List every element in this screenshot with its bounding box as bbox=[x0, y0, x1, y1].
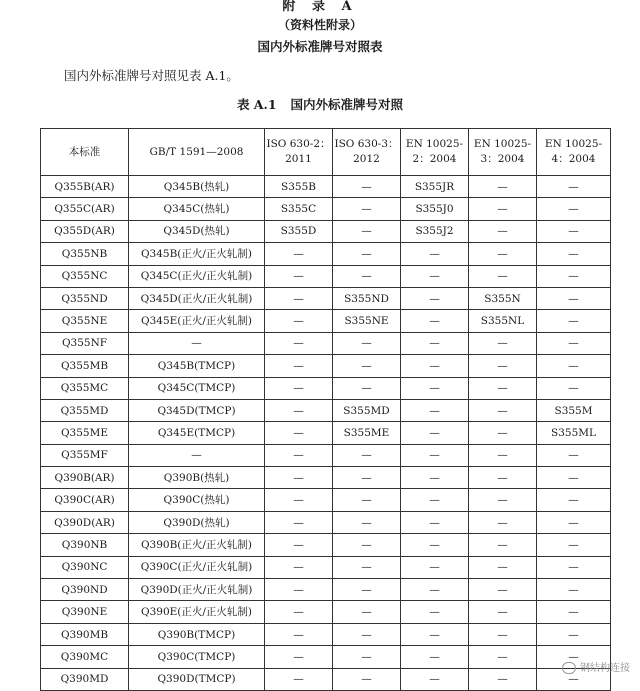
table-cell: — bbox=[537, 265, 611, 287]
table-cell: — bbox=[469, 198, 537, 220]
table-cell: — bbox=[401, 646, 469, 668]
table-cell: — bbox=[333, 467, 401, 489]
table-cell: Q355MC bbox=[41, 377, 129, 399]
table-cell: S355M bbox=[537, 399, 611, 421]
table-cell: Q390C(正火/正火轧制) bbox=[129, 556, 265, 578]
table-cell: — bbox=[265, 467, 333, 489]
table-caption-label: 表 A.1 bbox=[236, 97, 277, 112]
table-cell: — bbox=[537, 332, 611, 354]
table-cell: — bbox=[401, 287, 469, 309]
table-cell: — bbox=[537, 489, 611, 511]
table-cell: — bbox=[333, 176, 401, 198]
table-cell: — bbox=[333, 198, 401, 220]
table-cell: — bbox=[333, 579, 401, 601]
table-cell: — bbox=[265, 668, 333, 690]
table-cell: — bbox=[537, 198, 611, 220]
appendix-title: 附 录 A bbox=[282, 0, 358, 14]
table-row bbox=[41, 355, 611, 377]
table-cell: Q390E(正火/正火轧制) bbox=[129, 601, 265, 623]
table-cell: — bbox=[265, 310, 333, 332]
table-cell: Q390D(AR) bbox=[41, 511, 129, 533]
table-cell: Q345C(TMCP) bbox=[129, 377, 265, 399]
table-cell: — bbox=[333, 646, 401, 668]
table-cell: — bbox=[265, 444, 333, 466]
table-cell: — bbox=[333, 489, 401, 511]
table-cell: Q390C(AR) bbox=[41, 489, 129, 511]
table-cell: Q390D(TMCP) bbox=[129, 668, 265, 690]
table-cell: S355MD bbox=[333, 399, 401, 421]
appendix-subtitle: （资料性附录） bbox=[277, 18, 362, 32]
table-cell: — bbox=[333, 243, 401, 265]
table-cell: Q390MD bbox=[41, 668, 129, 690]
table-cell: — bbox=[333, 534, 401, 556]
appendix-heading: 国内外标准牌号对照表 bbox=[257, 39, 383, 54]
grade-comparison-table bbox=[40, 128, 611, 691]
table-cell: Q355MB bbox=[41, 355, 129, 377]
table-cell: — bbox=[265, 332, 333, 354]
table-cell: Q390D(正火/正火轧制) bbox=[129, 579, 265, 601]
table-cell: Q390B(TMCP) bbox=[129, 623, 265, 645]
table-cell: — bbox=[265, 623, 333, 645]
table-cell: Q345C(热轧) bbox=[129, 198, 265, 220]
table-cell: Q355MD bbox=[41, 399, 129, 421]
table-header-row bbox=[41, 129, 611, 176]
table-cell: — bbox=[129, 444, 265, 466]
table-cell: — bbox=[265, 579, 333, 601]
table-cell: Q345C(正火/正火轧制) bbox=[129, 265, 265, 287]
table-cell: — bbox=[537, 646, 611, 668]
table-cell: — bbox=[401, 377, 469, 399]
table-cell: — bbox=[265, 243, 333, 265]
table-cell: — bbox=[469, 579, 537, 601]
table-row bbox=[41, 556, 611, 578]
table-cell: — bbox=[333, 668, 401, 690]
table-cell: — bbox=[469, 220, 537, 242]
column-header: ISO 630-3：2012 bbox=[333, 129, 401, 176]
table-cell: — bbox=[333, 355, 401, 377]
table-cell: — bbox=[469, 265, 537, 287]
table-cell: — bbox=[401, 243, 469, 265]
table-cell: Q390C(TMCP) bbox=[129, 646, 265, 668]
table-row bbox=[41, 467, 611, 489]
table-cell: Q355NC bbox=[41, 265, 129, 287]
table-cell: — bbox=[401, 579, 469, 601]
table-cell: — bbox=[333, 332, 401, 354]
table-cell: Q355C(AR) bbox=[41, 198, 129, 220]
table-row bbox=[41, 332, 611, 354]
table-cell: — bbox=[333, 556, 401, 578]
column-header: GB/T 1591—2008 bbox=[129, 129, 265, 176]
table-row bbox=[41, 511, 611, 533]
table-cell: — bbox=[469, 623, 537, 645]
table-cell: S355NE bbox=[333, 310, 401, 332]
table-cell: — bbox=[401, 623, 469, 645]
table-row bbox=[41, 243, 611, 265]
table-row bbox=[41, 668, 611, 690]
table-cell: — bbox=[469, 332, 537, 354]
table-cell: Q355NB bbox=[41, 243, 129, 265]
table-row bbox=[41, 198, 611, 220]
table-cell: — bbox=[469, 243, 537, 265]
table-row bbox=[41, 601, 611, 623]
table-cell: Q390D(热轧) bbox=[129, 511, 265, 533]
table-row bbox=[41, 377, 611, 399]
column-header: 本标准 bbox=[41, 129, 129, 176]
table-cell: — bbox=[469, 601, 537, 623]
table-cell: Q355NF bbox=[41, 332, 129, 354]
table-cell: — bbox=[401, 332, 469, 354]
table-cell: — bbox=[537, 243, 611, 265]
table-cell: Q390B(正火/正火轧制) bbox=[129, 534, 265, 556]
table-cell: — bbox=[469, 489, 537, 511]
table-caption-title: 国内外标准牌号对照 bbox=[290, 97, 404, 112]
table-cell: Q345B(TMCP) bbox=[129, 355, 265, 377]
table-cell: — bbox=[537, 579, 611, 601]
table-cell: — bbox=[537, 668, 611, 690]
table-cell: — bbox=[469, 467, 537, 489]
table-cell: S355B bbox=[265, 176, 333, 198]
table-cell: S355D bbox=[265, 220, 333, 242]
table-row bbox=[41, 310, 611, 332]
table-cell: Q390ND bbox=[41, 579, 129, 601]
table-cell: — bbox=[537, 310, 611, 332]
column-header: EN 10025-2：2004 bbox=[401, 129, 469, 176]
table-cell: — bbox=[333, 265, 401, 287]
table-caption bbox=[0, 97, 640, 113]
table-row bbox=[41, 422, 611, 444]
table-cell: — bbox=[469, 176, 537, 198]
table-cell: S355N bbox=[469, 287, 537, 309]
table-cell: — bbox=[265, 489, 333, 511]
table-cell: — bbox=[401, 265, 469, 287]
table-cell: — bbox=[469, 377, 537, 399]
table-cell: — bbox=[265, 511, 333, 533]
table-cell: — bbox=[333, 444, 401, 466]
table-cell: — bbox=[265, 534, 333, 556]
table-cell: Q345E(TMCP) bbox=[129, 422, 265, 444]
table-cell: — bbox=[469, 422, 537, 444]
table-cell: — bbox=[401, 511, 469, 533]
table-cell: — bbox=[401, 422, 469, 444]
column-header: EN 10025-3：2004 bbox=[469, 129, 537, 176]
table-cell: — bbox=[333, 601, 401, 623]
table-cell: Q390C(热轧) bbox=[129, 489, 265, 511]
table-cell: — bbox=[537, 176, 611, 198]
table-cell: — bbox=[401, 668, 469, 690]
table-cell: — bbox=[401, 489, 469, 511]
table-cell: — bbox=[537, 444, 611, 466]
table-cell: Q355ME bbox=[41, 422, 129, 444]
watermark-text: 钢结构连接 bbox=[580, 663, 630, 674]
table-cell: — bbox=[469, 355, 537, 377]
table-cell: — bbox=[265, 265, 333, 287]
table-cell: — bbox=[265, 377, 333, 399]
table-cell: S355J2 bbox=[401, 220, 469, 242]
table-cell: — bbox=[401, 556, 469, 578]
table-cell: Q355NE bbox=[41, 310, 129, 332]
table-cell: — bbox=[265, 556, 333, 578]
table-cell: — bbox=[333, 623, 401, 645]
table-cell: — bbox=[265, 355, 333, 377]
table-cell: — bbox=[401, 399, 469, 421]
table-row bbox=[41, 176, 611, 198]
wechat-icon bbox=[562, 662, 576, 674]
table-row bbox=[41, 444, 611, 466]
table-row bbox=[41, 534, 611, 556]
table-cell: Q390B(热轧) bbox=[129, 467, 265, 489]
table-cell: — bbox=[537, 377, 611, 399]
table-cell: — bbox=[265, 646, 333, 668]
table-cell: S355ML bbox=[537, 422, 611, 444]
column-header: ISO 630-2：2011 bbox=[265, 129, 333, 176]
table-cell: — bbox=[401, 355, 469, 377]
table-cell: Q355B(AR) bbox=[41, 176, 129, 198]
table-row bbox=[41, 399, 611, 421]
table-cell: Q345B(热轧) bbox=[129, 176, 265, 198]
table-cell: Q390MC bbox=[41, 646, 129, 668]
table-cell: — bbox=[537, 220, 611, 242]
table-cell: — bbox=[333, 220, 401, 242]
table-cell: Q390NC bbox=[41, 556, 129, 578]
table-cell: Q345D(TMCP) bbox=[129, 399, 265, 421]
table-cell: — bbox=[469, 444, 537, 466]
table-cell: S355ME bbox=[333, 422, 401, 444]
table-cell: S355NL bbox=[469, 310, 537, 332]
table-cell: — bbox=[265, 287, 333, 309]
table-cell: — bbox=[537, 623, 611, 645]
table-cell: — bbox=[265, 422, 333, 444]
table-cell: Q390NB bbox=[41, 534, 129, 556]
table-cell: Q390NE bbox=[41, 601, 129, 623]
watermark bbox=[562, 659, 630, 674]
table-cell: — bbox=[469, 668, 537, 690]
table-cell: S355J0 bbox=[401, 198, 469, 220]
column-header: EN 10025-4：2004 bbox=[537, 129, 611, 176]
table-cell: S355JR bbox=[401, 176, 469, 198]
table-cell: — bbox=[333, 377, 401, 399]
table-cell: — bbox=[537, 467, 611, 489]
table-cell: Q345D(热轧) bbox=[129, 220, 265, 242]
table-cell: Q355ND bbox=[41, 287, 129, 309]
table-cell: — bbox=[537, 355, 611, 377]
table-cell: — bbox=[469, 511, 537, 533]
table-cell: Q390B(AR) bbox=[41, 467, 129, 489]
table-cell: — bbox=[401, 444, 469, 466]
table-cell: — bbox=[333, 511, 401, 533]
table-row bbox=[41, 220, 611, 242]
table-cell: — bbox=[265, 601, 333, 623]
table-cell: Q390MB bbox=[41, 623, 129, 645]
table-row bbox=[41, 646, 611, 668]
table-cell: — bbox=[537, 556, 611, 578]
intro-paragraph: 国内外标准牌号对照见表 A.1。 bbox=[64, 68, 239, 83]
table-row bbox=[41, 265, 611, 287]
table-cell: — bbox=[129, 332, 265, 354]
table-cell: — bbox=[469, 556, 537, 578]
table-cell: — bbox=[401, 467, 469, 489]
table-cell: — bbox=[401, 534, 469, 556]
table-cell: — bbox=[469, 646, 537, 668]
table-row bbox=[41, 489, 611, 511]
table-cell: — bbox=[401, 310, 469, 332]
table-cell: Q355MF bbox=[41, 444, 129, 466]
table-cell: — bbox=[537, 534, 611, 556]
table-row bbox=[41, 287, 611, 309]
table-cell: — bbox=[537, 511, 611, 533]
table-cell: Q345D(正火/正火轧制) bbox=[129, 287, 265, 309]
table-cell: — bbox=[401, 601, 469, 623]
table-cell: — bbox=[265, 399, 333, 421]
table-cell: S355ND bbox=[333, 287, 401, 309]
table-row bbox=[41, 623, 611, 645]
table-cell: S355C bbox=[265, 198, 333, 220]
table-cell: Q345B(正火/正火轧制) bbox=[129, 243, 265, 265]
table-cell: — bbox=[537, 601, 611, 623]
table-row bbox=[41, 579, 611, 601]
table-cell: Q355D(AR) bbox=[41, 220, 129, 242]
table-cell: — bbox=[469, 534, 537, 556]
table-cell: Q345E(正火/正火轧制) bbox=[129, 310, 265, 332]
table-cell: — bbox=[469, 399, 537, 421]
table-cell: — bbox=[537, 287, 611, 309]
